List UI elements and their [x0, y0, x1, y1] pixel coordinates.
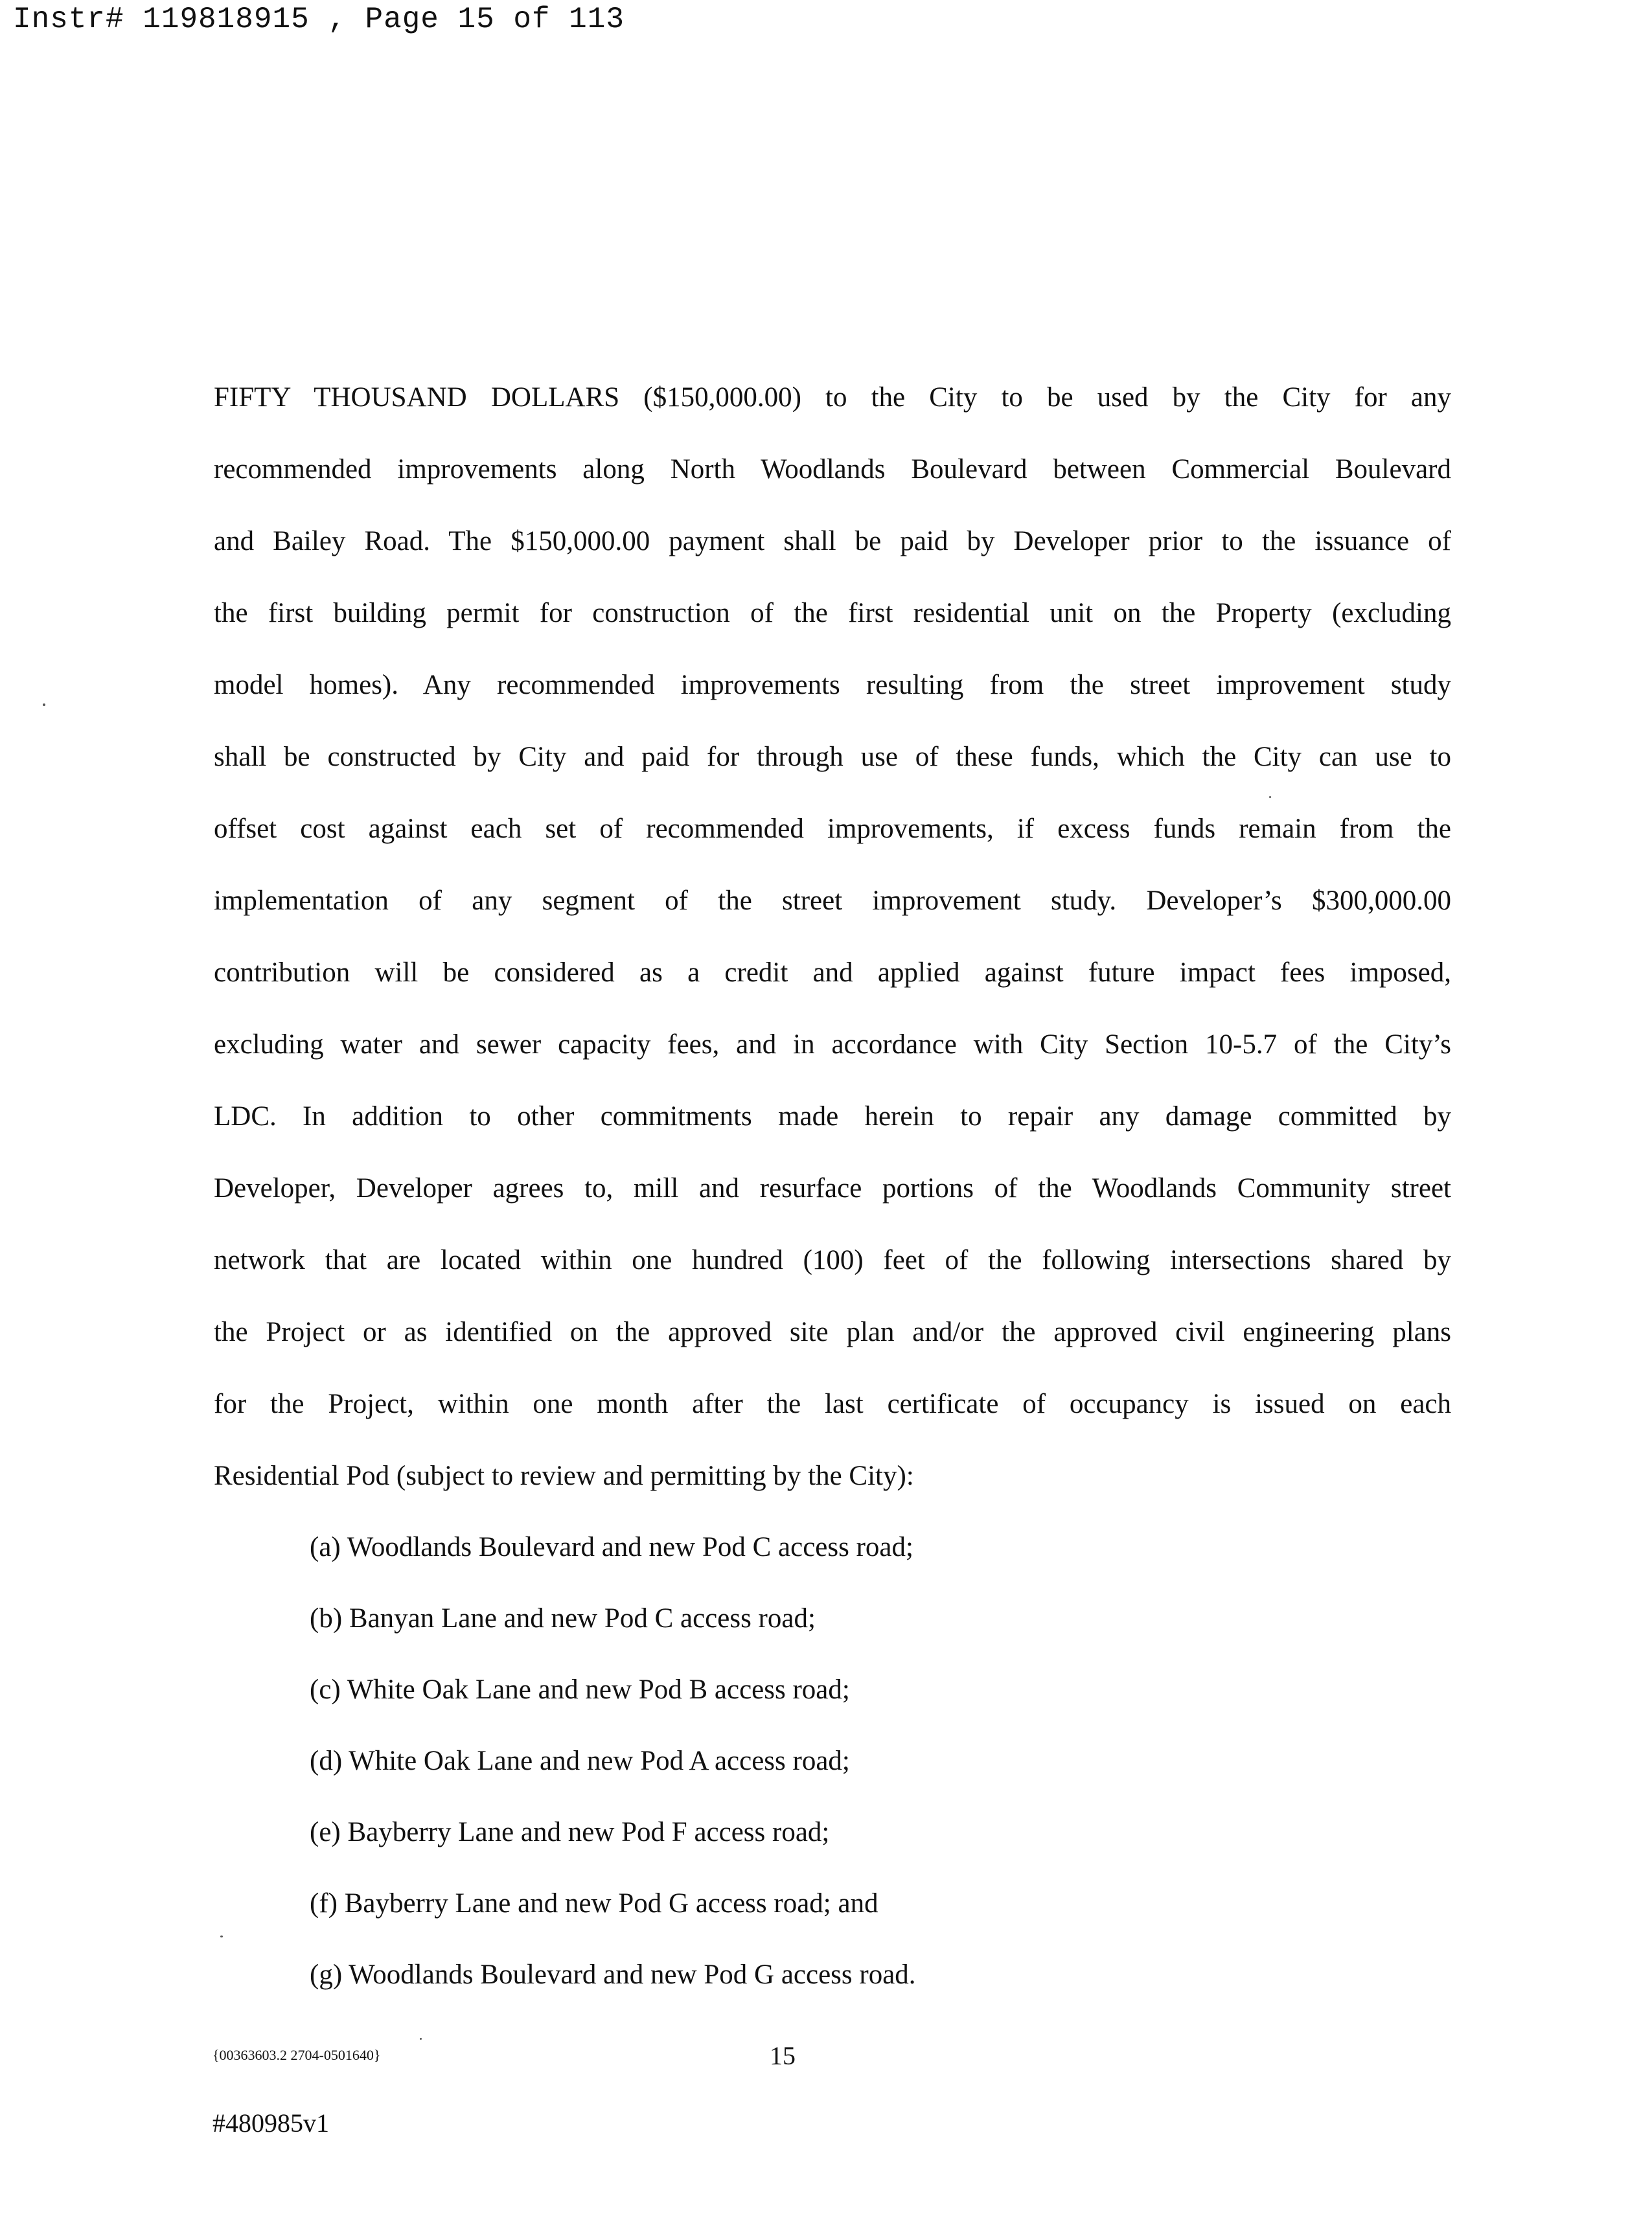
body-line: FIFTY THOUSAND DOLLARS ($150,000.00) to the City to be used by the City for any [214, 382, 1451, 413]
body-line: excluding water and sewer capacity fees, and in accordance with City Section 10-5.7 of the City’s [214, 1029, 1451, 1060]
body-line: Developer, Developer agrees to, mill and resurface portions of the Woodlands Community street [214, 1173, 1451, 1204]
scan-speck [43, 703, 45, 706]
document-body [214, 361, 1451, 2011]
list-item: (c) White Oak Lane and new Pod B access road; [310, 1674, 850, 1705]
intersection-list [214, 1512, 1451, 2011]
instrument-header: Instr# 119818915 , Page 15 of 113 [13, 3, 625, 36]
body-line: network that are located within one hundred (100) feet of the following intersections shared by [214, 1245, 1451, 1275]
body-line: Residential Pod (subject to review and permitting by the City): [214, 1461, 914, 1491]
body-line: the Project or as identified on the approved site plan and/or the approved civil engineering plans [214, 1317, 1451, 1347]
scan-speck [420, 2038, 422, 2040]
list-item: (e) Bayberry Lane and new Pod F access road; [310, 1817, 830, 1847]
body-line: LDC. In addition to other commitments made herein to repair any damage committed by [214, 1101, 1451, 1132]
body-line: offset cost against each set of recommended improvements, if excess funds remain from the [214, 814, 1451, 844]
list-item: (g) Woodlands Boulevard and new Pod G access road. [310, 1959, 916, 1990]
body-line: for the Project, within one month after the last certificate of occupancy is issued on each [214, 1389, 1451, 1419]
document-reference: {00363603.2 2704-0501640} [212, 2047, 381, 2063]
body-line: the first building permit for construction of the first residential unit on the Property (excluding [214, 598, 1451, 628]
scan-speck [220, 1936, 223, 1937]
body-line: and Bailey Road. The $150,000.00 payment shall be paid by Developer prior to the issuance of [214, 526, 1451, 556]
version-stamp: #480985v1 [212, 2108, 329, 2138]
body-line: model homes). Any recommended improvements resulting from the street improvement study [214, 670, 1451, 700]
list-item: (b) Banyan Lane and new Pod C access road; [310, 1603, 816, 1634]
list-item: (a) Woodlands Boulevard and new Pod C access road; [310, 1532, 913, 1562]
body-line: shall be constructed by City and paid for through use of these funds, which the City can use to [214, 742, 1451, 772]
list-item: (f) Bayberry Lane and new Pod G access road; and [310, 1888, 878, 1919]
body-line: recommended improvements along North Woodlands Boulevard between Commercial Boulevard [214, 454, 1451, 485]
body-line: contribution will be considered as a credit and applied against future impact fees imposed, [214, 957, 1451, 988]
list-item: (d) White Oak Lane and new Pod A access road; [310, 1746, 850, 1776]
page-number: 15 [770, 2041, 796, 2070]
body-line: implementation of any segment of the street improvement study. Developer’s $300,000.00 [214, 885, 1451, 916]
scan-speck [1269, 796, 1271, 798]
